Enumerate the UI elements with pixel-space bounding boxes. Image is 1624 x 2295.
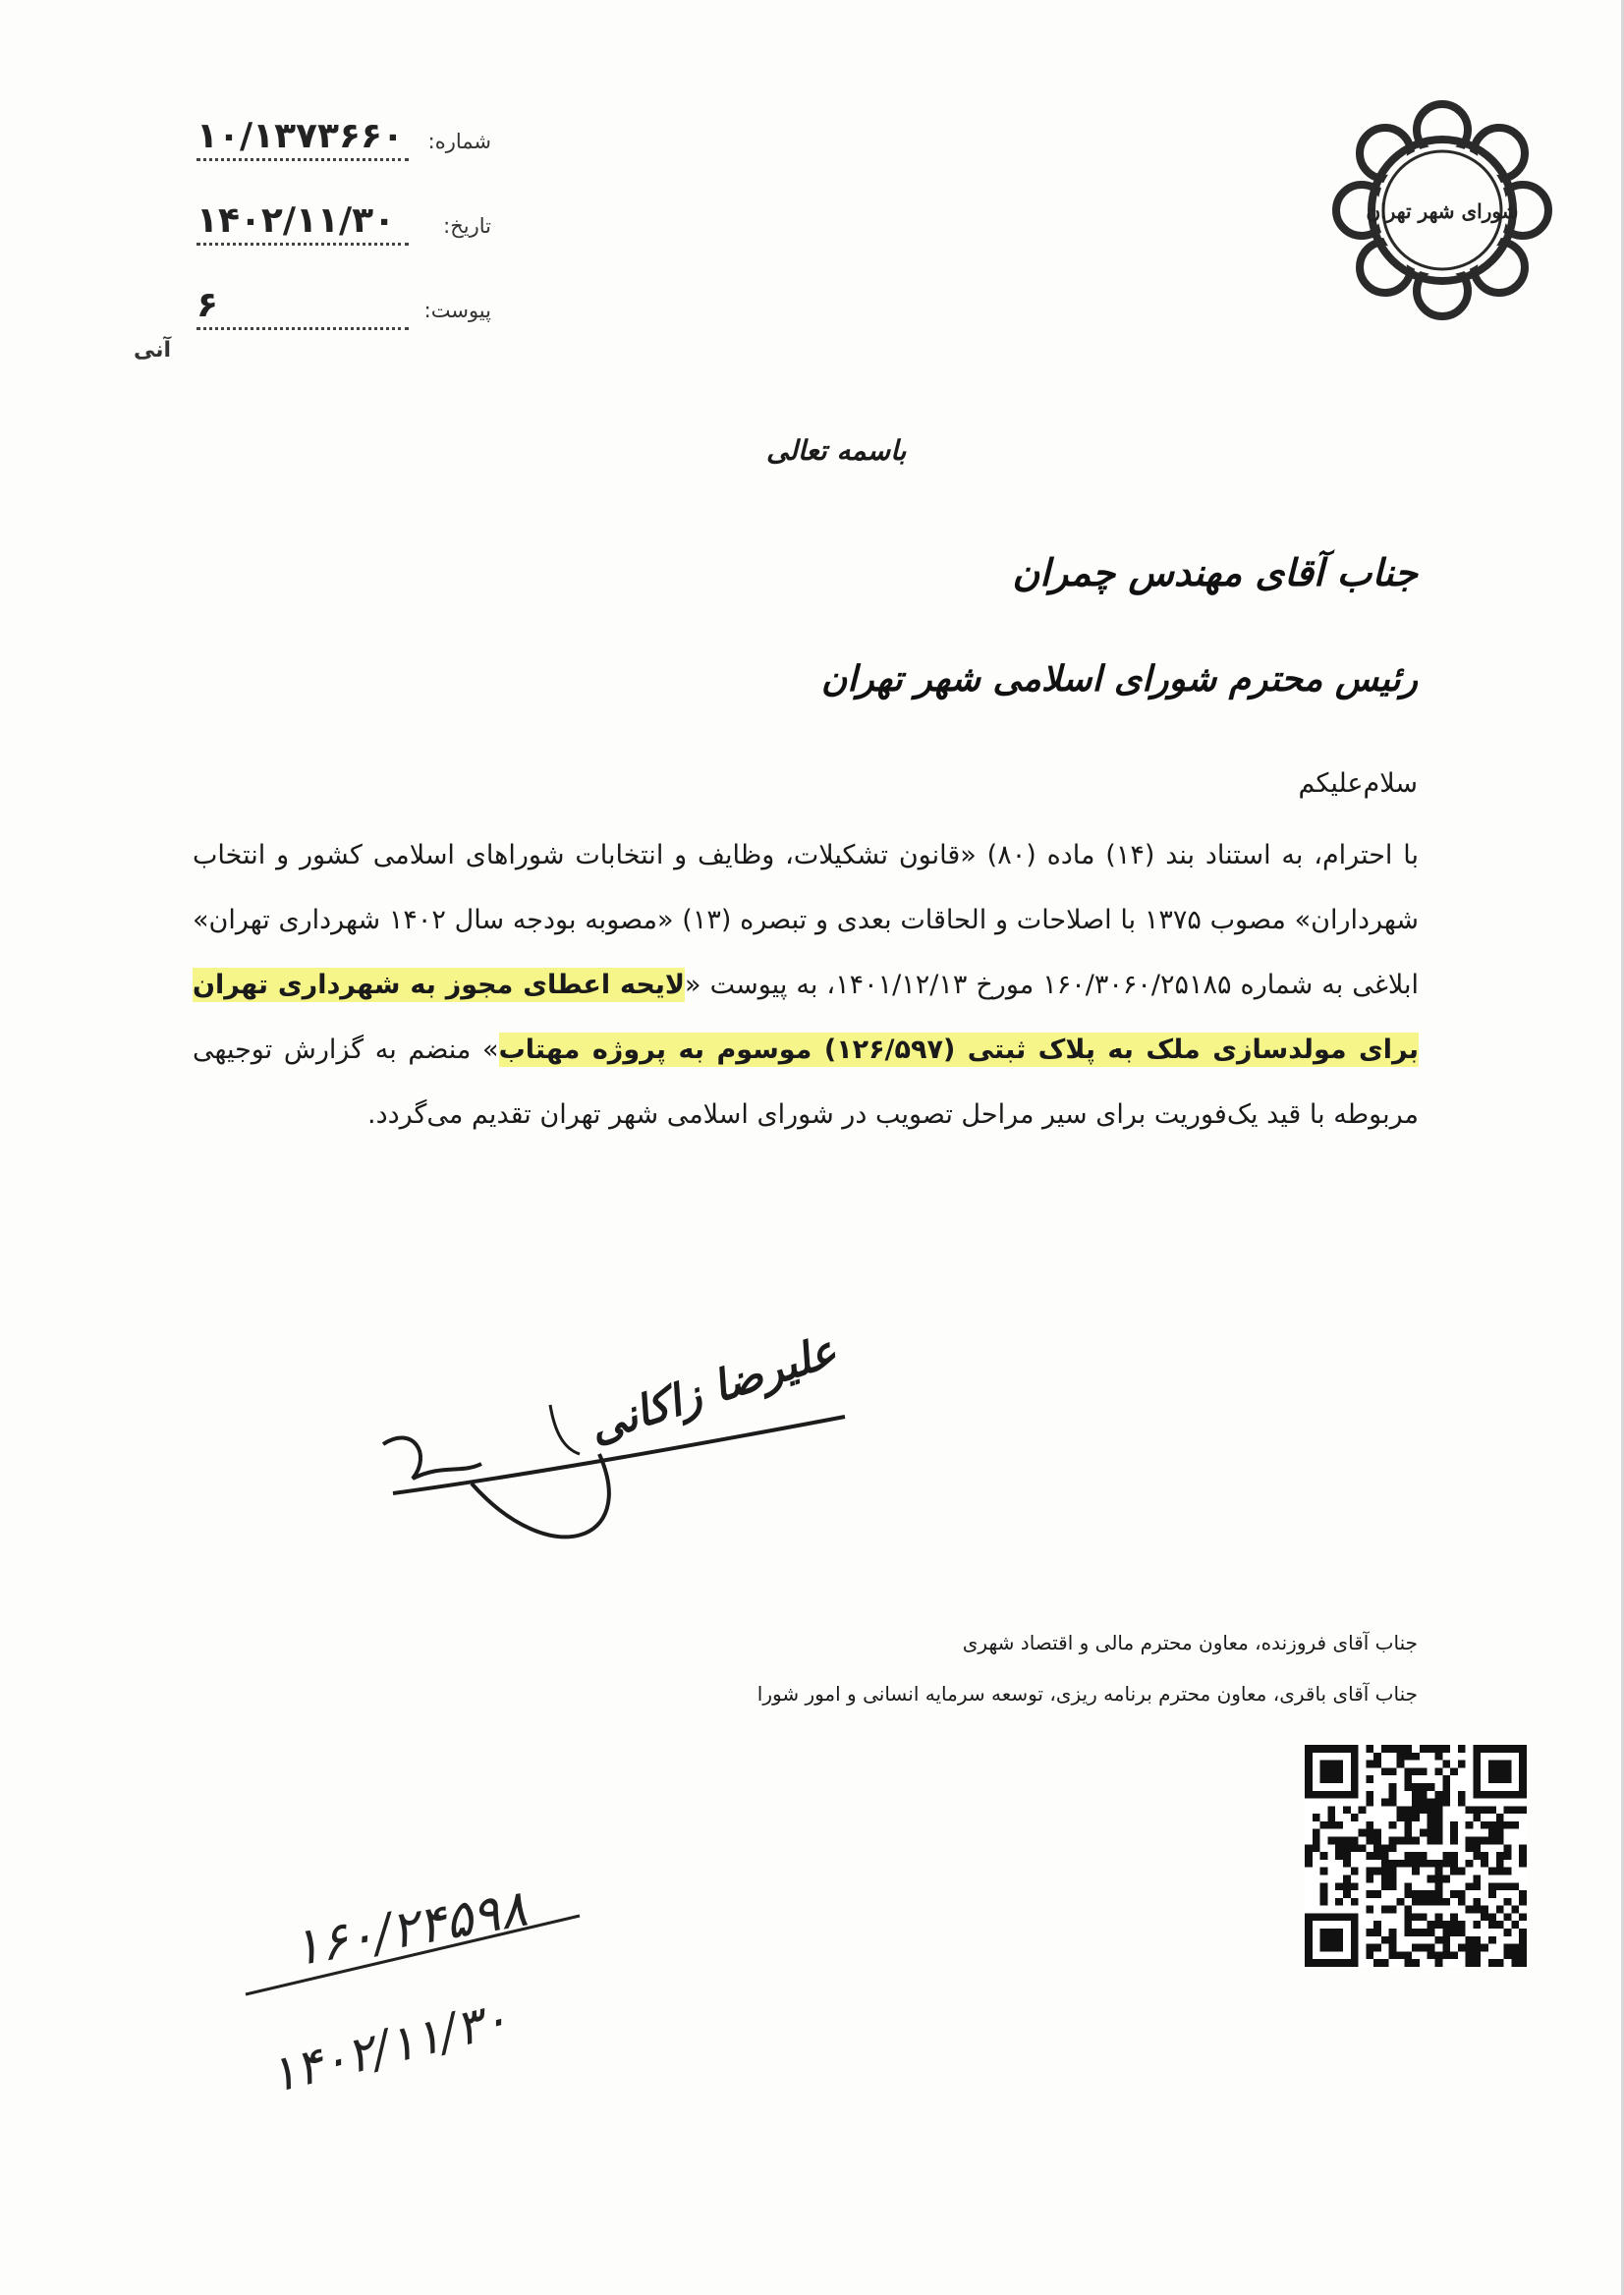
date-row	[118, 200, 491, 285]
attachment-value: ۶	[196, 285, 409, 330]
number-label: شماره:	[427, 130, 491, 153]
handwritten-reference	[226, 1857, 599, 2152]
cc-line-1: جناب آقای فروزنده، معاون محترم مالی و اقتصاد شهری	[962, 1631, 1418, 1654]
qr-code	[1305, 1745, 1527, 1967]
body-part-2: » منضم به گزارش توجیهی مربوطه با قید یک‌فوریت برای سیر مراحل تصویب در شورای اسلامی شهر تهران تقدیم می‌گردد.	[193, 1035, 1419, 1130]
body-highlight: لایحه اعطای مجوز به شهرداری تهران برای مولدسازی ملک به پلاک ثبتی (۱۲۶/۵۹۷) موسوم به پروژه مهتاب	[193, 970, 1419, 1065]
date-value: ۱۴۰۲/۱۱/۳۰	[196, 200, 409, 246]
city-council-logo	[1328, 96, 1556, 324]
number-row	[118, 116, 491, 200]
body-part-1: با احترام، به استناد بند (۱۴) ماده (۸۰) «قانون تشکیلات، وظایف و انتخابات شوراهای اسلامی کشور و انتخاب شهرداران» مصوب ۱۳۷۵ با اصلاحات و الحاقات بعدی و تبصره (۱۳) «مصوبه بودجه سال ۱۴۰۲ شهرداری تهران» ابلاغی به شماره ۱۶۰/۳۰۶۰/۲۵۱۸۵ مورخ ۱۴۰۱/۱۲/۱۳، به پیوست «	[193, 840, 1420, 1000]
attachment-label: پیوست:	[423, 299, 491, 322]
letter-body	[193, 823, 1419, 1148]
cc-line-2: جناب آقای باقری، معاون محترم برنامه ریزی، توسعه سرمایه انسانی و امور شورا	[756, 1682, 1418, 1706]
handnote-number: ۱۶۰/۲۴۵۹۸	[288, 1878, 532, 1979]
date-label: تاریخ:	[443, 214, 491, 238]
handnote-date: ۱۴۰۲/۱۱/۳۰	[263, 1989, 515, 2104]
cc-list	[757, 1617, 1418, 1719]
addressee-line-1: جناب آقای مهندس چمران	[1012, 550, 1418, 594]
bismillah-heading: باسمه تعالی	[766, 434, 907, 467]
letter-meta	[118, 116, 491, 369]
signature-name: علیرضا زاکانی	[583, 1325, 843, 1453]
urgency-label: آنی	[134, 338, 172, 363]
attachment-row	[118, 285, 491, 369]
signature	[354, 1307, 865, 1572]
number-value: ۱۰/۱۳۷۳۶۶۰	[196, 116, 409, 161]
greeting: سلام‌علیکم	[1298, 768, 1418, 799]
addressee-line-2: رئیس محترم شورای اسلامی شهر تهران	[820, 658, 1418, 700]
logo-text: شورای شهر تهران	[1366, 199, 1519, 223]
